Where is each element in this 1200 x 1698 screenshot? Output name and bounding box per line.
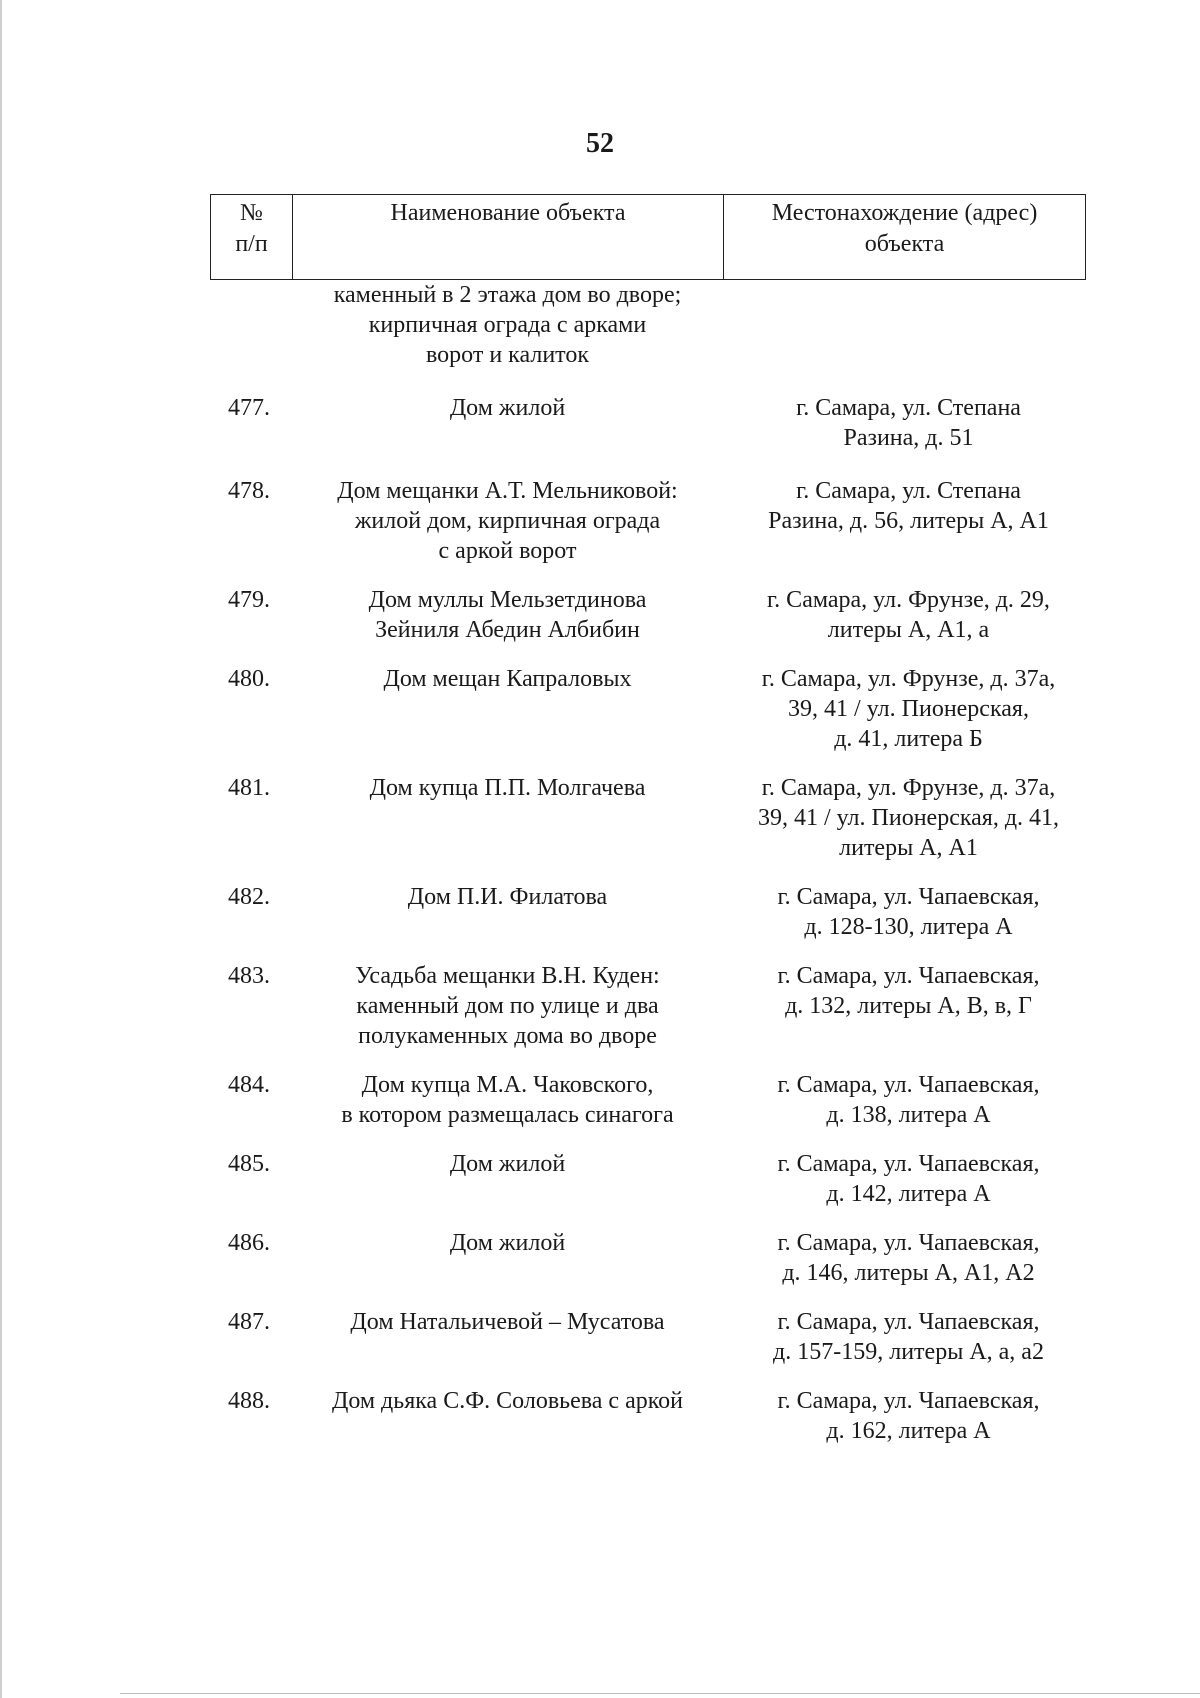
object-name	[292, 664, 723, 754]
object-address-line: Разина, д. 56, литеры А, А1	[768, 508, 1049, 534]
header-address-label-2: объекта	[864, 231, 945, 257]
object-address-line: Разина, д. 51	[843, 425, 974, 451]
object-name-line: ворот и калиток	[426, 342, 589, 368]
row-number: 481.	[228, 775, 270, 801]
object-address-line: г. Самара, ул. Фрунзе, д. 37а,	[761, 775, 1056, 801]
row-number: 483.	[228, 963, 270, 989]
row-number: 482.	[228, 884, 270, 910]
row-number: 480.	[228, 666, 270, 692]
object-address-line: г. Самара, ул. Степана	[796, 478, 1021, 504]
header-number-abbrev: п/п	[235, 231, 268, 257]
object-address-line: г. Самара, ул. Степана	[796, 395, 1021, 421]
object-address	[723, 585, 1086, 645]
scan-left-edge	[0, 0, 2, 1698]
object-name-line: Дом муллы Мельзетдинова	[368, 587, 647, 613]
object-name-line: Дом жилой	[449, 1230, 566, 1256]
object-address	[723, 1228, 1086, 1288]
header-address-column	[724, 195, 1085, 279]
table-row	[210, 1149, 1086, 1209]
object-name-line: каменный дом по улице и два	[356, 993, 659, 1019]
object-address-line: д. 146, литеры А, А1, А2	[782, 1260, 1035, 1286]
object-name	[292, 1307, 723, 1367]
object-name	[292, 1228, 723, 1288]
page-number: 52	[586, 128, 614, 159]
row-number: 477.	[228, 395, 270, 421]
table-row	[210, 393, 1086, 453]
object-address-line: г. Самара, ул. Чапаевская,	[777, 1072, 1040, 1098]
object-name-line: Дом мещан Капраловых	[383, 666, 632, 692]
table-row	[210, 1228, 1086, 1288]
object-name	[292, 773, 723, 863]
object-address	[723, 1386, 1086, 1446]
row-number: 479.	[228, 587, 270, 613]
object-name	[292, 280, 723, 370]
table-row	[210, 773, 1086, 863]
object-address	[723, 773, 1086, 863]
header-address-label-1: Местонахождение (адрес)	[771, 200, 1038, 226]
row-number	[210, 280, 292, 370]
object-name-line: жилой дом, кирпичная ограда	[354, 508, 661, 534]
row-number: 484.	[228, 1072, 270, 1098]
object-address-line: литеры А, А1	[839, 835, 978, 861]
object-address-line: д. 162, литера А	[826, 1418, 991, 1444]
object-address-line: г. Самара, ул. Фрунзе, д. 29,	[767, 587, 1050, 613]
object-name	[292, 476, 723, 566]
object-address	[723, 1149, 1086, 1209]
table-row	[210, 1307, 1086, 1367]
header-number-column	[211, 195, 293, 279]
object-name-line: Дом жилой	[449, 395, 566, 421]
row-number: 488.	[228, 1388, 270, 1414]
object-name-line: в котором размещалась синагога	[341, 1102, 674, 1128]
object-name	[292, 1149, 723, 1209]
scan-bottom-edge	[120, 1693, 1200, 1694]
object-address	[723, 393, 1086, 453]
table-row	[210, 585, 1086, 645]
table-header	[210, 194, 1086, 280]
object-name-line: Дом П.И. Филатова	[407, 884, 608, 910]
header-name-column	[293, 195, 724, 279]
table-row	[210, 664, 1086, 754]
object-name	[292, 585, 723, 645]
object-address-line: г. Самара, ул. Чапаевская,	[777, 1230, 1040, 1256]
object-name-line: Дом дьяка С.Ф. Соловьева с аркой	[331, 1388, 684, 1414]
object-name-line: кирпичная ограда с арками	[368, 312, 647, 338]
object-address	[723, 882, 1086, 942]
object-address-line: г. Самара, ул. Чапаевская,	[777, 1388, 1040, 1414]
object-address	[723, 1070, 1086, 1130]
object-address-line: д. 142, литера А	[826, 1181, 991, 1207]
object-name-line: полукаменных дома во дворе	[358, 1023, 657, 1049]
object-address-line: г. Самара, ул. Чапаевская,	[777, 884, 1040, 910]
object-name-line: Усадьба мещанки В.Н. Куден:	[355, 963, 660, 989]
object-address-line: 39, 41 / ул. Пионерская,	[788, 696, 1029, 722]
object-address-line: г. Самара, ул. Фрунзе, д. 37а,	[761, 666, 1056, 692]
row-number: 485.	[228, 1151, 270, 1177]
object-name	[292, 882, 723, 942]
object-address-line: д. 128-130, литера А	[804, 914, 1013, 940]
table-row	[210, 961, 1086, 1051]
object-name-line: Дом купца П.П. Молгачева	[369, 775, 646, 801]
object-name-line: Дом жилой	[449, 1151, 566, 1177]
object-address-line: г. Самара, ул. Чапаевская,	[777, 1151, 1040, 1177]
object-address-line: д. 157-159, литеры А, а, а2	[773, 1339, 1044, 1365]
header-name-label: Наименование объекта	[390, 200, 626, 226]
object-address-line: литеры А, А1, а	[827, 617, 990, 643]
table-row	[210, 1070, 1086, 1130]
object-address	[723, 1307, 1086, 1367]
object-address-line: г. Самара, ул. Чапаевская,	[777, 963, 1040, 989]
object-address-line: 39, 41 / ул. Пионерская, д. 41,	[757, 805, 1060, 831]
object-name	[292, 1070, 723, 1130]
table-row	[210, 1386, 1086, 1446]
table-row-continuation	[210, 280, 1086, 370]
object-name	[292, 1386, 723, 1446]
object-name-line: каменный в 2 этажа дом во дворе;	[333, 282, 682, 308]
header-number-symbol: №	[240, 200, 263, 226]
object-name-line: с аркой ворот	[438, 538, 577, 564]
object-address	[723, 476, 1086, 566]
object-name-line: Дом Натальичевой – Мусатова	[350, 1309, 665, 1335]
object-address-line: д. 138, литера А	[826, 1102, 991, 1128]
object-address	[723, 961, 1086, 1051]
object-address-line: г. Самара, ул. Чапаевская,	[777, 1309, 1040, 1335]
table-body	[210, 280, 1086, 1446]
object-name-line: Зейниля Абедин Албибин	[375, 617, 640, 643]
row-number: 487.	[228, 1309, 270, 1335]
object-name-line: Дом купца М.А. Чаковского,	[361, 1072, 654, 1098]
object-name	[292, 961, 723, 1051]
table-row	[210, 476, 1086, 566]
table-row	[210, 882, 1086, 942]
object-address	[723, 280, 1086, 370]
object-address	[723, 664, 1086, 754]
object-name-line: Дом мещанки А.Т. Мельниковой:	[337, 478, 678, 504]
object-address-line: д. 41, литера Б	[834, 726, 983, 752]
row-number: 478.	[228, 478, 270, 504]
object-address-line: д. 132, литеры А, В, в, Г	[785, 993, 1032, 1019]
row-number: 486.	[228, 1230, 270, 1256]
object-name	[292, 393, 723, 453]
